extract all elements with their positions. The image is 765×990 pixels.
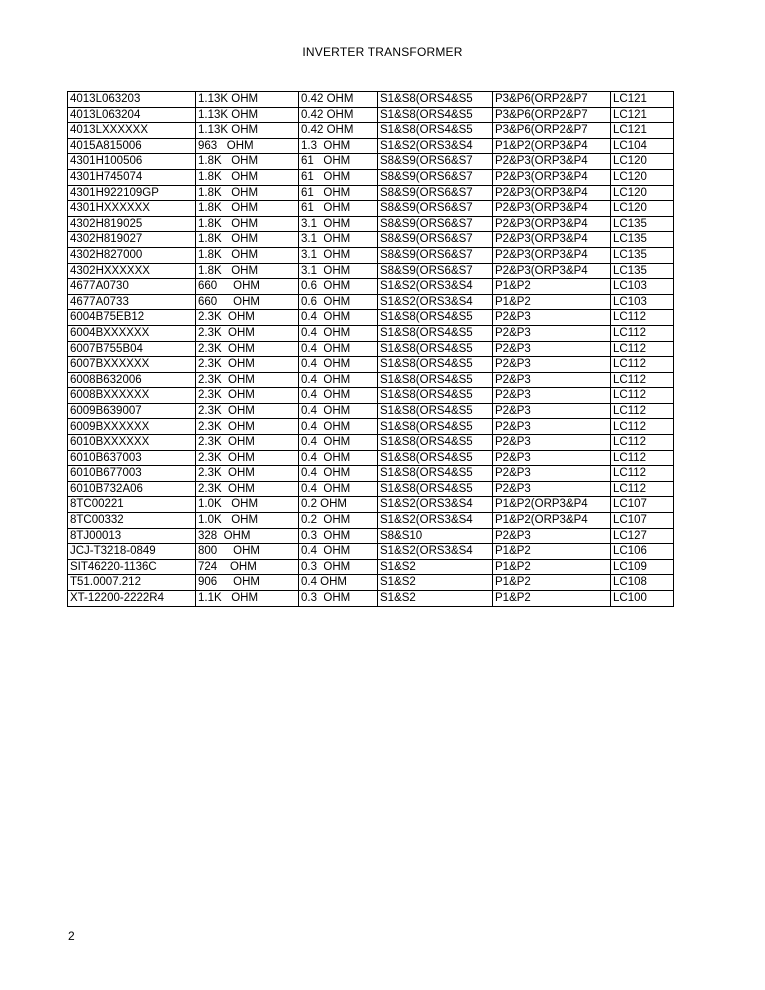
secondary-pins-cell: S1&S2 <box>378 575 493 591</box>
primary-resistance-cell: 2.3K OHM <box>196 388 299 404</box>
primary-resistance-cell: 800 OHM <box>196 544 299 560</box>
table-row <box>68 591 674 607</box>
table-row <box>68 138 674 154</box>
primary-pins-cell: P2&P3(ORP3&P4 <box>493 263 611 279</box>
secondary-resistance-cell: 0.4 OHM <box>299 435 378 451</box>
secondary-resistance-cell: 0.4 OHM <box>299 481 378 497</box>
part-number-cell: 6010B732A06 <box>68 481 196 497</box>
page-number: 2 <box>68 929 75 943</box>
part-number-cell: 4302H827000 <box>68 247 196 263</box>
part-number-cell: 6008B632006 <box>68 372 196 388</box>
part-number-cell: 4301H922109GP <box>68 185 196 201</box>
primary-resistance-cell: 1.8K OHM <box>196 247 299 263</box>
lc-code-cell: LC127 <box>611 528 674 544</box>
table-row <box>68 528 674 544</box>
part-number-cell: 6010B637003 <box>68 450 196 466</box>
primary-pins-cell: P2&P3(ORP3&P4 <box>493 154 611 170</box>
table-row <box>68 154 674 170</box>
primary-pins-cell: P3&P6(ORP2&P7 <box>493 92 611 108</box>
table-row <box>68 247 674 263</box>
part-number-cell: 4677A0733 <box>68 294 196 310</box>
part-number-cell: 6007B755B04 <box>68 341 196 357</box>
primary-resistance-cell: 1.1K OHM <box>196 591 299 607</box>
table-row <box>68 403 674 419</box>
primary-pins-cell: P3&P6(ORP2&P7 <box>493 123 611 139</box>
table-row <box>68 123 674 139</box>
table-row <box>68 216 674 232</box>
part-number-cell: 6004BXXXXXX <box>68 325 196 341</box>
secondary-pins-cell: S1&S8(ORS4&S5 <box>378 357 493 373</box>
secondary-resistance-cell: 0.4 OHM <box>299 388 378 404</box>
secondary-pins-cell: S1&S8(ORS4&S5 <box>378 435 493 451</box>
part-number-cell: 4677A0730 <box>68 279 196 295</box>
secondary-resistance-cell: 1.3 OHM <box>299 138 378 154</box>
secondary-pins-cell: S1&S2(ORS3&S4 <box>378 513 493 529</box>
secondary-resistance-cell: 61 OHM <box>299 154 378 170</box>
table-row <box>68 497 674 513</box>
secondary-pins-cell: S1&S8(ORS4&S5 <box>378 107 493 123</box>
secondary-resistance-cell: 0.6 OHM <box>299 294 378 310</box>
secondary-pins-cell: S1&S2 <box>378 559 493 575</box>
secondary-resistance-cell: 0.42 OHM <box>299 123 378 139</box>
primary-pins-cell: P3&P6(ORP2&P7 <box>493 107 611 123</box>
lc-code-cell: LC112 <box>611 310 674 326</box>
secondary-pins-cell: S8&S9(ORS6&S7 <box>378 247 493 263</box>
lc-code-cell: LC112 <box>611 450 674 466</box>
primary-resistance-cell: 1.8K OHM <box>196 216 299 232</box>
secondary-pins-cell: S1&S8(ORS4&S5 <box>378 419 493 435</box>
part-number-cell: 4301H100506 <box>68 154 196 170</box>
primary-resistance-cell: 963 OHM <box>196 138 299 154</box>
primary-pins-cell: P1&P2(ORP3&P4 <box>493 513 611 529</box>
primary-resistance-cell: 1.8K OHM <box>196 232 299 248</box>
primary-pins-cell: P1&P2 <box>493 544 611 560</box>
secondary-resistance-cell: 0.4 OHM <box>299 357 378 373</box>
lc-code-cell: LC112 <box>611 357 674 373</box>
primary-pins-cell: P2&P3 <box>493 372 611 388</box>
primary-resistance-cell: 2.3K OHM <box>196 325 299 341</box>
primary-pins-cell: P2&P3 <box>493 388 611 404</box>
secondary-resistance-cell: 3.1 OHM <box>299 247 378 263</box>
lc-code-cell: LC121 <box>611 107 674 123</box>
primary-pins-cell: P2&P3 <box>493 341 611 357</box>
primary-resistance-cell: 660 OHM <box>196 279 299 295</box>
part-number-cell: 4013L063203 <box>68 92 196 108</box>
table-row <box>68 388 674 404</box>
lc-code-cell: LC121 <box>611 92 674 108</box>
secondary-resistance-cell: 3.1 OHM <box>299 263 378 279</box>
lc-code-cell: LC135 <box>611 247 674 263</box>
table-row <box>68 481 674 497</box>
table-row <box>68 92 674 108</box>
table-row <box>68 372 674 388</box>
primary-resistance-cell: 1.8K OHM <box>196 185 299 201</box>
primary-resistance-cell: 1.0K OHM <box>196 513 299 529</box>
lc-code-cell: LC109 <box>611 559 674 575</box>
primary-resistance-cell: 2.3K OHM <box>196 403 299 419</box>
secondary-pins-cell: S1&S2(ORS3&S4 <box>378 497 493 513</box>
secondary-resistance-cell: 0.3 OHM <box>299 591 378 607</box>
part-number-cell: 4013LXXXXXX <box>68 123 196 139</box>
secondary-resistance-cell: 0.4 OHM <box>299 544 378 560</box>
table-row <box>68 513 674 529</box>
secondary-pins-cell: S1&S8(ORS4&S5 <box>378 466 493 482</box>
part-number-cell: SIT46220-1136C <box>68 559 196 575</box>
secondary-resistance-cell: 3.1 OHM <box>299 216 378 232</box>
secondary-pins-cell: S8&S9(ORS6&S7 <box>378 201 493 217</box>
page-title: INVERTER TRANSFORMER <box>302 45 463 59</box>
primary-pins-cell: P2&P3(ORP3&P4 <box>493 216 611 232</box>
primary-pins-cell: P2&P3(ORP3&P4 <box>493 185 611 201</box>
primary-pins-cell: P1&P2(ORP3&P4 <box>493 138 611 154</box>
primary-pins-cell: P2&P3 <box>493 419 611 435</box>
part-number-cell: 4301H745074 <box>68 169 196 185</box>
primary-pins-cell: P2&P3 <box>493 325 611 341</box>
transformer-table <box>67 91 674 607</box>
secondary-pins-cell: S8&S9(ORS6&S7 <box>378 154 493 170</box>
secondary-resistance-cell: 0.4 OHM <box>299 575 378 591</box>
lc-code-cell: LC112 <box>611 388 674 404</box>
table-row <box>68 575 674 591</box>
secondary-pins-cell: S8&S9(ORS6&S7 <box>378 169 493 185</box>
part-number-cell: 6009B639007 <box>68 403 196 419</box>
table-row <box>68 294 674 310</box>
table-row <box>68 419 674 435</box>
secondary-resistance-cell: 0.3 OHM <box>299 559 378 575</box>
primary-resistance-cell: 1.8K OHM <box>196 154 299 170</box>
table-row <box>68 435 674 451</box>
primary-resistance-cell: 2.3K OHM <box>196 435 299 451</box>
secondary-pins-cell: S1&S8(ORS4&S5 <box>378 341 493 357</box>
primary-pins-cell: P1&P2 <box>493 279 611 295</box>
secondary-pins-cell: S1&S2(ORS3&S4 <box>378 138 493 154</box>
part-number-cell: 8TC00221 <box>68 497 196 513</box>
table-row <box>68 169 674 185</box>
part-number-cell: 8TJ00013 <box>68 528 196 544</box>
secondary-resistance-cell: 0.6 OHM <box>299 279 378 295</box>
lc-code-cell: LC135 <box>611 216 674 232</box>
lc-code-cell: LC112 <box>611 435 674 451</box>
primary-resistance-cell: 1.13K OHM <box>196 92 299 108</box>
lc-code-cell: LC103 <box>611 294 674 310</box>
secondary-resistance-cell: 0.4 OHM <box>299 403 378 419</box>
primary-resistance-cell: 1.8K OHM <box>196 263 299 279</box>
primary-resistance-cell: 2.3K OHM <box>196 481 299 497</box>
lc-code-cell: LC112 <box>611 325 674 341</box>
table-body <box>68 92 674 607</box>
secondary-pins-cell: S1&S8(ORS4&S5 <box>378 372 493 388</box>
secondary-resistance-cell: 0.3 OHM <box>299 528 378 544</box>
primary-resistance-cell: 2.3K OHM <box>196 357 299 373</box>
primary-pins-cell: P2&P3 <box>493 435 611 451</box>
primary-pins-cell: P2&P3 <box>493 466 611 482</box>
part-number-cell: 6010BXXXXXX <box>68 435 196 451</box>
primary-resistance-cell: 1.13K OHM <box>196 123 299 139</box>
primary-pins-cell: P2&P3 <box>493 528 611 544</box>
lc-code-cell: LC103 <box>611 279 674 295</box>
part-number-cell: 4302H819025 <box>68 216 196 232</box>
primary-resistance-cell: 2.3K OHM <box>196 419 299 435</box>
secondary-resistance-cell: 0.4 OHM <box>299 341 378 357</box>
part-number-cell: 6010B677003 <box>68 466 196 482</box>
part-number-cell: XT-12200-2222R4 <box>68 591 196 607</box>
lc-code-cell: LC120 <box>611 185 674 201</box>
part-number-cell: 4302H819027 <box>68 232 196 248</box>
primary-resistance-cell: 2.3K OHM <box>196 450 299 466</box>
primary-resistance-cell: 2.3K OHM <box>196 310 299 326</box>
part-number-cell: 4015A815006 <box>68 138 196 154</box>
primary-pins-cell: P2&P3 <box>493 481 611 497</box>
table-row <box>68 263 674 279</box>
secondary-resistance-cell: 0.2 OHM <box>299 513 378 529</box>
secondary-resistance-cell: 0.4 OHM <box>299 419 378 435</box>
primary-pins-cell: P1&P2 <box>493 294 611 310</box>
primary-pins-cell: P2&P3(ORP3&P4 <box>493 169 611 185</box>
lc-code-cell: LC120 <box>611 169 674 185</box>
lc-code-cell: LC120 <box>611 154 674 170</box>
secondary-resistance-cell: 0.42 OHM <box>299 92 378 108</box>
primary-resistance-cell: 2.3K OHM <box>196 372 299 388</box>
secondary-resistance-cell: 0.4 OHM <box>299 310 378 326</box>
table-row <box>68 544 674 560</box>
secondary-resistance-cell: 0.2 OHM <box>299 497 378 513</box>
secondary-pins-cell: S8&S9(ORS6&S7 <box>378 216 493 232</box>
primary-pins-cell: P2&P3 <box>493 310 611 326</box>
table-row <box>68 450 674 466</box>
secondary-pins-cell: S1&S2 <box>378 591 493 607</box>
primary-resistance-cell: 2.3K OHM <box>196 466 299 482</box>
secondary-pins-cell: S1&S8(ORS4&S5 <box>378 325 493 341</box>
primary-pins-cell: P1&P2 <box>493 591 611 607</box>
secondary-resistance-cell: 61 OHM <box>299 169 378 185</box>
primary-resistance-cell: 1.8K OHM <box>196 201 299 217</box>
part-number-cell: 6007BXXXXXX <box>68 357 196 373</box>
lc-code-cell: LC112 <box>611 341 674 357</box>
lc-code-cell: LC112 <box>611 466 674 482</box>
secondary-pins-cell: S8&S9(ORS6&S7 <box>378 185 493 201</box>
primary-resistance-cell: 1.13K OHM <box>196 107 299 123</box>
secondary-pins-cell: S1&S2(ORS3&S4 <box>378 279 493 295</box>
part-number-cell: 6008BXXXXXX <box>68 388 196 404</box>
part-number-cell: JCJ-T3218-0849 <box>68 544 196 560</box>
primary-pins-cell: P2&P3 <box>493 403 611 419</box>
secondary-pins-cell: S1&S8(ORS4&S5 <box>378 123 493 139</box>
primary-resistance-cell: 1.8K OHM <box>196 169 299 185</box>
part-number-cell: 6004B75EB12 <box>68 310 196 326</box>
table-row <box>68 310 674 326</box>
primary-pins-cell: P2&P3(ORP3&P4 <box>493 232 611 248</box>
part-number-cell: 4302HXXXXXX <box>68 263 196 279</box>
secondary-resistance-cell: 0.4 OHM <box>299 466 378 482</box>
lc-code-cell: LC112 <box>611 419 674 435</box>
secondary-pins-cell: S8&S9(ORS6&S7 <box>378 232 493 248</box>
table-row <box>68 325 674 341</box>
primary-pins-cell: P2&P3 <box>493 357 611 373</box>
lc-code-cell: LC135 <box>611 232 674 248</box>
secondary-pins-cell: S1&S2(ORS3&S4 <box>378 294 493 310</box>
secondary-pins-cell: S1&S8(ORS4&S5 <box>378 450 493 466</box>
primary-resistance-cell: 724 OHM <box>196 559 299 575</box>
table-row <box>68 466 674 482</box>
secondary-resistance-cell: 61 OHM <box>299 201 378 217</box>
secondary-resistance-cell: 61 OHM <box>299 185 378 201</box>
secondary-pins-cell: S1&S8(ORS4&S5 <box>378 92 493 108</box>
table-row <box>68 232 674 248</box>
lc-code-cell: LC100 <box>611 591 674 607</box>
secondary-pins-cell: S1&S8(ORS4&S5 <box>378 481 493 497</box>
lc-code-cell: LC112 <box>611 403 674 419</box>
lc-code-cell: LC108 <box>611 575 674 591</box>
table-row <box>68 201 674 217</box>
primary-pins-cell: P2&P3(ORP3&P4 <box>493 247 611 263</box>
part-number-cell: 8TC00332 <box>68 513 196 529</box>
primary-pins-cell: P1&P2 <box>493 559 611 575</box>
lc-code-cell: LC107 <box>611 513 674 529</box>
table-row <box>68 559 674 575</box>
table-row <box>68 357 674 373</box>
primary-resistance-cell: 328 OHM <box>196 528 299 544</box>
secondary-resistance-cell: 0.42 OHM <box>299 107 378 123</box>
table-row <box>68 279 674 295</box>
secondary-resistance-cell: 0.4 OHM <box>299 450 378 466</box>
secondary-pins-cell: S1&S8(ORS4&S5 <box>378 403 493 419</box>
lc-code-cell: LC112 <box>611 481 674 497</box>
secondary-pins-cell: S8&S9(ORS6&S7 <box>378 263 493 279</box>
secondary-pins-cell: S1&S2(ORS3&S4 <box>378 544 493 560</box>
transformer-table-container <box>67 91 674 607</box>
lc-code-cell: LC121 <box>611 123 674 139</box>
lc-code-cell: LC104 <box>611 138 674 154</box>
primary-resistance-cell: 660 OHM <box>196 294 299 310</box>
part-number-cell: 4301HXXXXXX <box>68 201 196 217</box>
primary-resistance-cell: 2.3K OHM <box>196 341 299 357</box>
primary-resistance-cell: 906 OHM <box>196 575 299 591</box>
table-row <box>68 341 674 357</box>
lc-code-cell: LC120 <box>611 201 674 217</box>
primary-pins-cell: P2&P3 <box>493 450 611 466</box>
primary-resistance-cell: 1.0K OHM <box>196 497 299 513</box>
secondary-pins-cell: S1&S8(ORS4&S5 <box>378 310 493 326</box>
secondary-resistance-cell: 0.4 OHM <box>299 325 378 341</box>
secondary-pins-cell: S1&S8(ORS4&S5 <box>378 388 493 404</box>
lc-code-cell: LC107 <box>611 497 674 513</box>
secondary-resistance-cell: 3.1 OHM <box>299 232 378 248</box>
primary-pins-cell: P1&P2(ORP3&P4 <box>493 497 611 513</box>
lc-code-cell: LC106 <box>611 544 674 560</box>
lc-code-cell: LC112 <box>611 372 674 388</box>
primary-pins-cell: P1&P2 <box>493 575 611 591</box>
part-number-cell: 6009BXXXXXX <box>68 419 196 435</box>
lc-code-cell: LC135 <box>611 263 674 279</box>
primary-pins-cell: P2&P3(ORP3&P4 <box>493 201 611 217</box>
table-row <box>68 185 674 201</box>
secondary-resistance-cell: 0.4 OHM <box>299 372 378 388</box>
table-row <box>68 107 674 123</box>
secondary-pins-cell: S8&S10 <box>378 528 493 544</box>
part-number-cell: T51.0007.212 <box>68 575 196 591</box>
part-number-cell: 4013L063204 <box>68 107 196 123</box>
